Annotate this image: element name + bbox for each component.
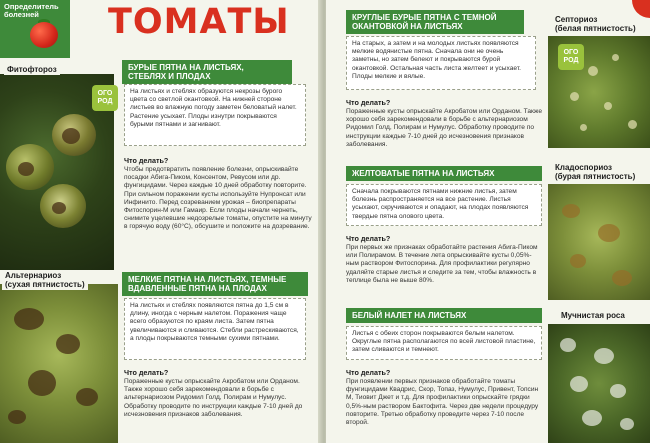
photo-cladosporium <box>548 184 650 300</box>
what-to-do-heading: Что делать? <box>346 98 391 107</box>
photo-label-septoria: Септориоз (белая пятнистость) <box>552 14 639 34</box>
disease-identifier-tab <box>0 0 70 58</box>
photo-alternaria <box>0 284 118 443</box>
what-to-do-heading: Что делать? <box>346 234 391 243</box>
symptoms-box-white-coating: Листья с обеих сторон покрываются белым налетом. Округлые пятна располагаются по всей листовой пластине, затем сливаются и темнеют. <box>346 326 542 360</box>
photo-label-cladosporium: Кладоспориоз (бурая пятнистость) <box>552 162 638 182</box>
what-to-do-heading: Что делать? <box>346 368 391 377</box>
what-to-do-body: Чтобы предотвратить появление болезни, опрыскивайте посадки Абига-Пиком, Консентом, Ревусом или др. фунгицидами. Через каждые 10 дней обработку повторите. При сильном поражении кусты используйте Нупронсат или Инфинито. Перед созреванием урожая – биопрепараты Фитоспорин-М или Гамаир. Если плоды начали чернеть, снимите уцелевшие недозрелые томаты, опустите на минуту в горячую воду (60°С), обсушите и положите на дозревание. <box>124 166 312 231</box>
symptoms-box-small-spots: На листьях и стеблях появляются пятна до 1,5 см в длину, иногда с черным налетом. Поражения чаще всего образуются по краям листа. Затем пятна увеличиваются и сливаются. Стебли растрескиваются, а плоды покрываются темными сухими пятнами. <box>124 298 306 360</box>
right-page <box>326 0 650 443</box>
tomato-icon <box>30 22 58 48</box>
section-head-small-spots: МЕЛКИЕ ПЯТНА НА ЛИСТЬЯХ, ТЕМНЫЕ ВДАВЛЕННЫЕ ПЯТНА НА ПЛОДАХ <box>122 272 308 296</box>
what-to-do-body: При появлении первых признаков обработайте томаты фунгицидами Квадрис, Скор, Топаз, Нумулус, Привент, Топсин М, Тиовит Джет и т.д. Для профилактики опрыскайте грядки 0,5%-ным раствором Бактофита. Через две недели процедуру повторите. Третью обработку проведите через 7-10 после второй. <box>346 378 539 427</box>
section-head-round-spots: КРУГЛЫЕ БУРЫЕ ПЯТНА С ТЕМНОЙ ОКАНТОВКОЙ НА ЛИСТЬЯХ <box>346 10 524 34</box>
identifier-label: Определитель болезней <box>4 2 59 19</box>
symptoms-box-brown-spots: На листьях и стеблях образуются некрозы бурого цвета со светлой окантовкой. На нижней стороне листьев во влажную погоду заметен беловатый налет. Растение усыхает. Плоды изнутри покрываются бурыми пятнами и загнивают. <box>124 84 306 146</box>
section-head-yellow-spots: ЖЕЛТОВАТЫЕ ПЯТНА НА ЛИСТЬЯХ <box>346 166 542 181</box>
ogorod-logo: ОГО РОД <box>92 85 118 111</box>
photo-label-powdery-mildew: Мучнистая роса <box>558 310 628 321</box>
ogorod-logo: ОГО РОД <box>558 44 584 70</box>
symptoms-box-round-spots: На старых, а затем и на молодых листьях появляются мелкие водянистые пятна. Сначала они не очень заметны, но затем белеют и покрываются бурой окантовкой. Остальная часть листа желтеет и усыхает. Плоды мелкие и вялые. <box>346 36 536 90</box>
left-page <box>0 0 322 443</box>
what-to-do-body: Пораженные кусты опрыскайте Акробатом или Орданом. Также хорошо себя зарекомендовали в борьбе с альтернариозом Ридомил Голд, Полирам и Нумулус. Обработку проводите по инструкции каждые 7-10 дней до исчезновения признаков заболевания. <box>124 378 303 418</box>
what-to-do-heading: Что делать? <box>124 368 169 377</box>
photo-label-late-blight: Фитофтороз <box>4 64 60 75</box>
photo-label-alternaria: Альтернариоз (сухая пятнистость) <box>2 270 88 290</box>
what-to-do-body: При первых же признаках обработайте растения Абига-Пиком или Полирамом. В течение лета опрыскивайте кусты 0,05%-ным раствором Фитоспорина. Для профилактики регулярно удаляйте старые листья и следите за тем, чтобы влажность в теплице была не выше 80%. <box>346 244 538 284</box>
section-head-brown-spots: БУРЫЕ ПЯТНА НА ЛИСТЬЯХ, СТЕБЛЯХ И ПЛОДАХ <box>122 60 292 84</box>
symptoms-box-yellow-spots: Сначала покрываются пятнами нижние листья, затем болезнь распространяется на все растение. Листья усыхают, скручиваются и опадают, на плодах появляются твердые пятна олового цвета. <box>346 184 542 226</box>
what-to-do-heading: Что делать? <box>124 156 169 165</box>
photo-powdery-mildew <box>548 324 650 443</box>
page-title: ТОМАТЫ <box>108 2 290 42</box>
section-head-white-coating: БЕЛЫЙ НАЛЕТ НА ЛИСТЬЯХ <box>346 308 542 323</box>
what-to-do-body: Пораженные кусты опрыскайте Акробатом или Орданом. Также хорошо себя зарекомендовали в борьбе с альтернариозом Ридомил Голд, Полирам и Нумулус. Обработку проводите по инструкции каждые 7-10 дней до исчезновения признаков заболевания. <box>346 108 542 148</box>
